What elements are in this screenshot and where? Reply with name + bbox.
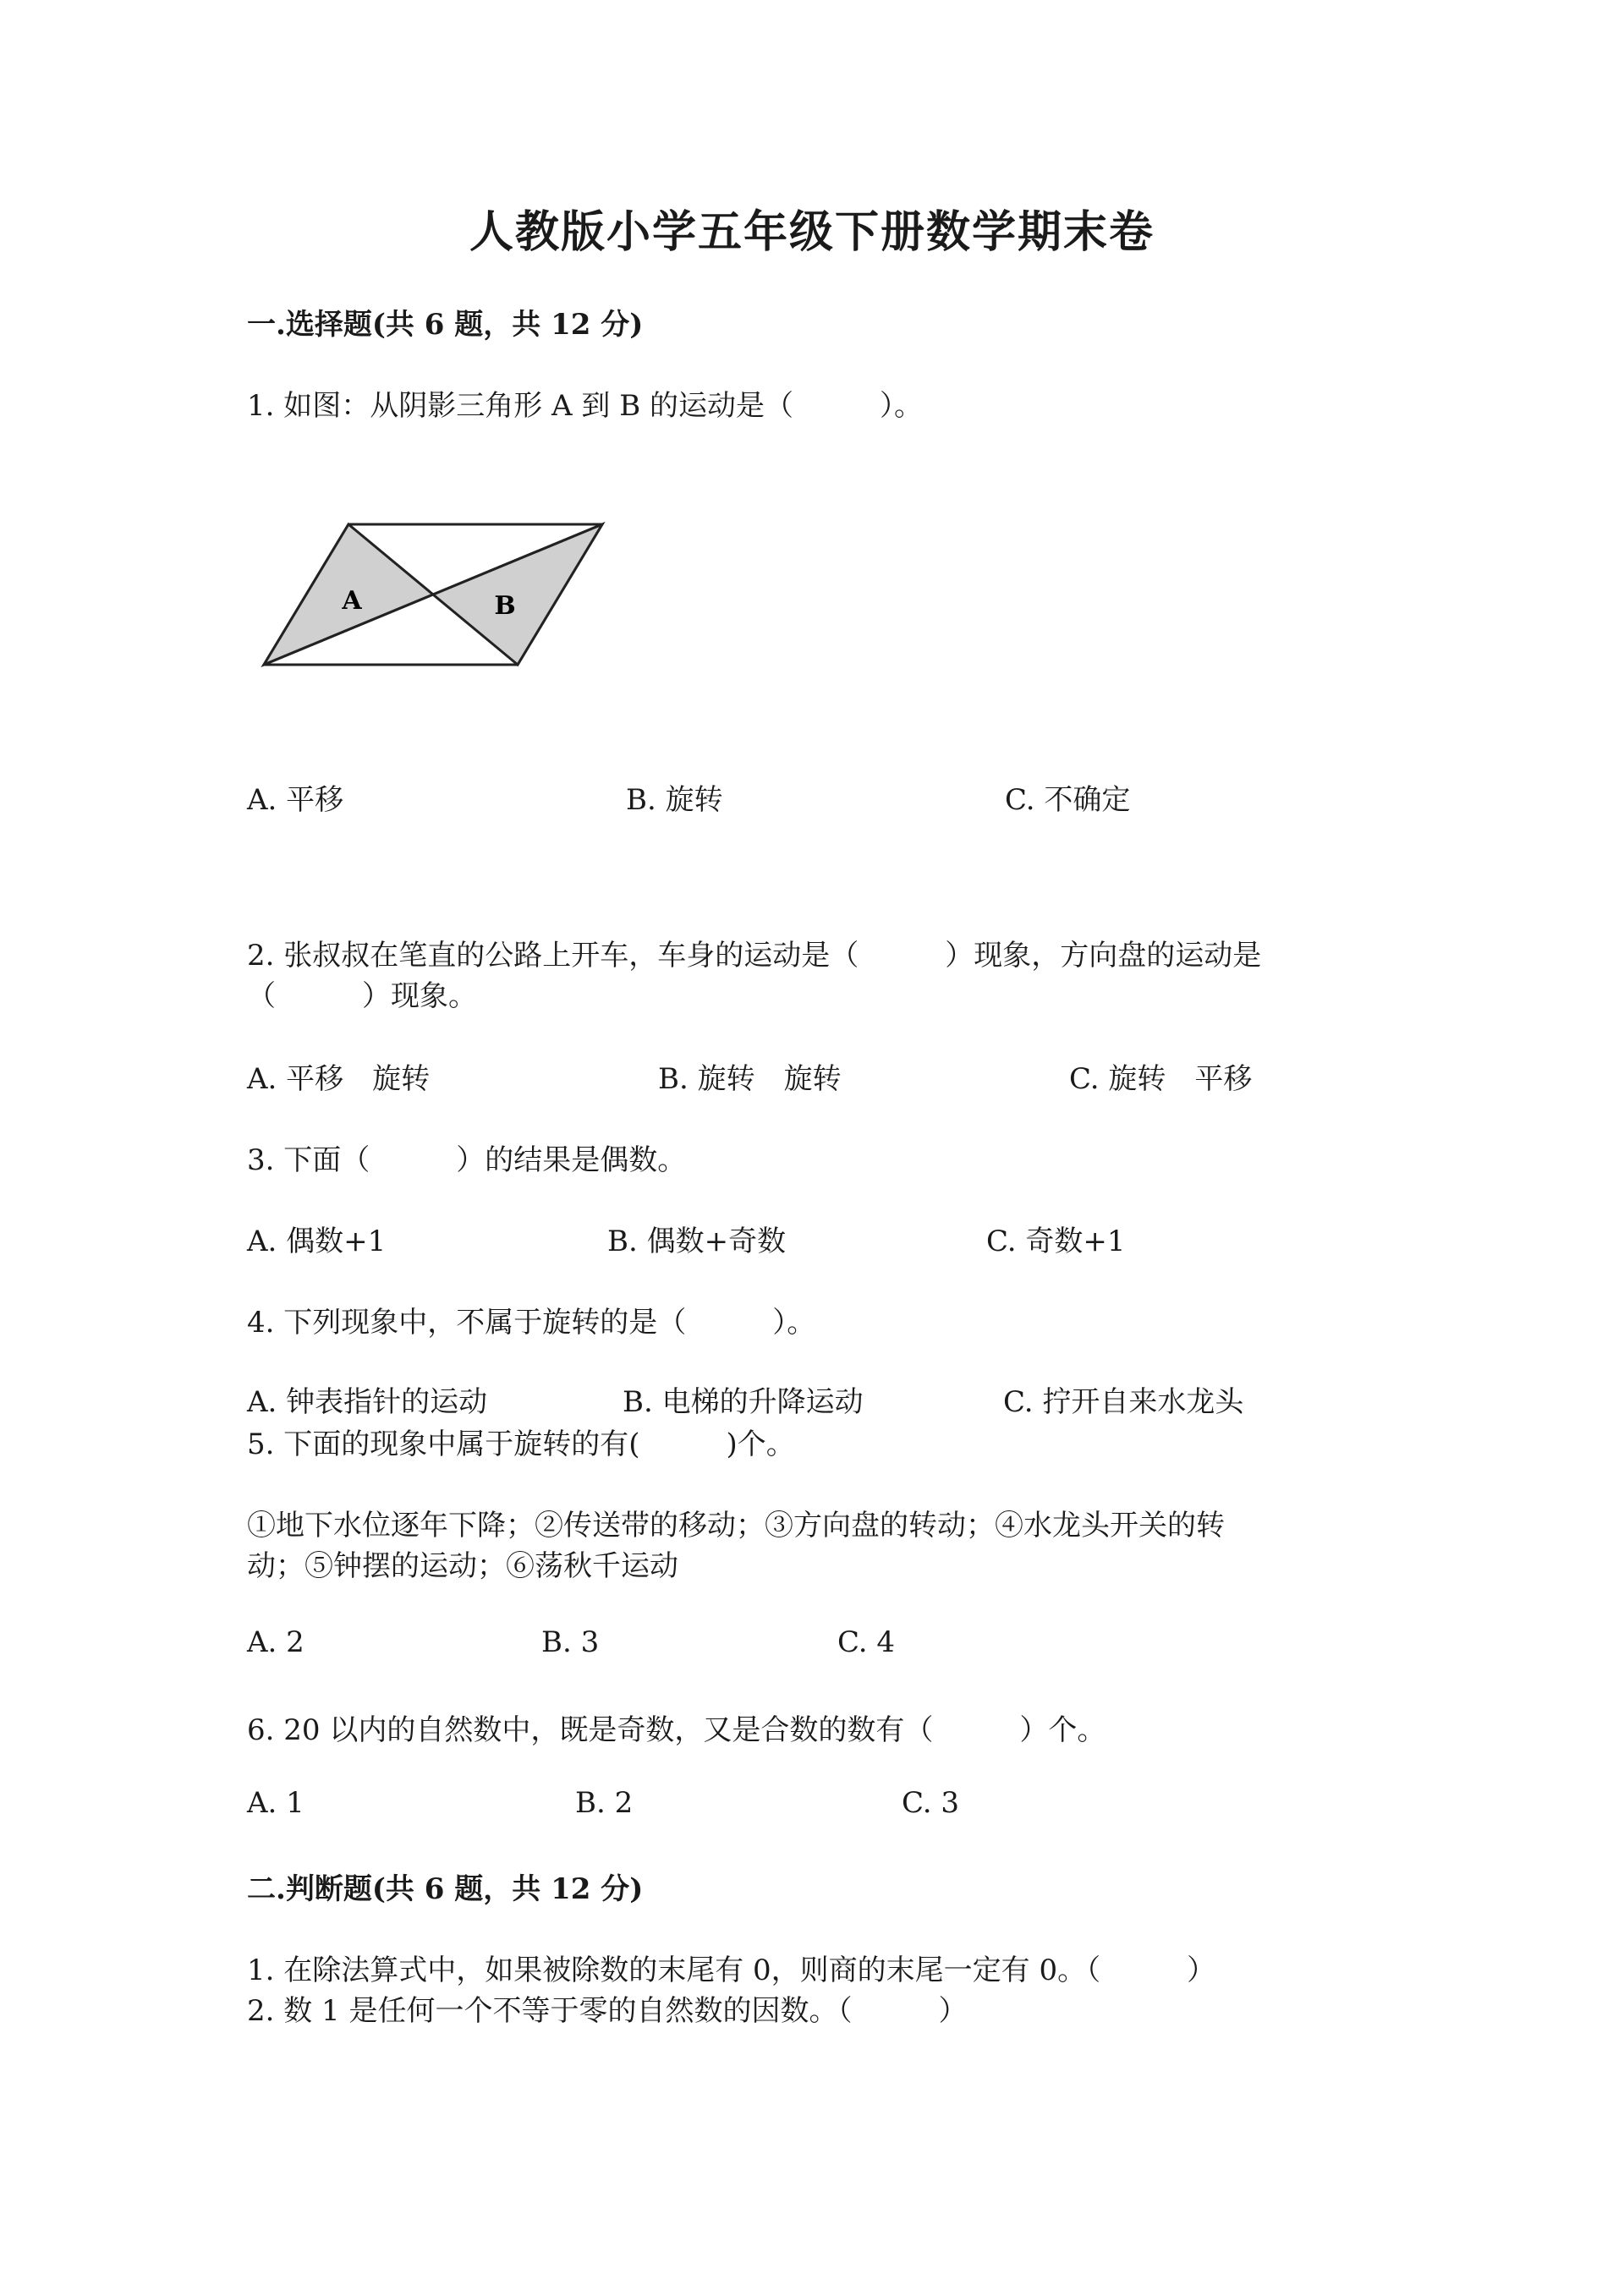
- q3-option-c[interactable]: C. 奇数+1: [986, 1225, 1126, 1258]
- question-1-text: 1. 如图：从阴影三角形 A 到 B 的运动是（ ）。: [247, 389, 924, 423]
- q6-option-c[interactable]: C. 3: [902, 1786, 960, 1820]
- question-5-items-line2: 动；⑤钟摆的运动；⑥荡秋千运动: [247, 1549, 678, 1583]
- page-title: 人教版小学五年级下册数学期末卷: [469, 206, 1155, 258]
- question-5-text: 5. 下面的现象中属于旋转的有( )个。: [247, 1427, 795, 1461]
- q2-option-a[interactable]: A. 平移 旋转: [247, 1062, 431, 1096]
- section-heading-choice: 一.选择题(共 6 题，共 12 分): [247, 308, 644, 342]
- q4-option-a[interactable]: A. 钟表指针的运动: [247, 1385, 488, 1419]
- question-5-items-line1: ①地下水位逐年下降；②传送带的移动；③方向盘的转动；④水龙头开关的转: [247, 1509, 1225, 1543]
- question-4-text: 4. 下列现象中，不属于旋转的是（ ）。: [247, 1306, 816, 1340]
- q5-option-b[interactable]: B. 3: [541, 1625, 600, 1659]
- q1-option-a[interactable]: A. 平移: [247, 783, 344, 817]
- q1-option-c[interactable]: C. 不确定: [1005, 783, 1131, 817]
- q3-option-b[interactable]: B. 偶数+奇数: [607, 1225, 787, 1258]
- q3-option-a[interactable]: A. 偶数+1: [247, 1225, 387, 1258]
- q5-option-a[interactable]: A. 2: [247, 1625, 304, 1659]
- question-2-line2: （ ）现象。: [247, 979, 477, 1013]
- q4-option-c[interactable]: C. 拧开自来水龙头: [1003, 1385, 1244, 1419]
- shaded-triangle-b: [433, 524, 602, 665]
- section-heading-judgment: 二.判断题(共 6 题，共 12 分): [247, 1872, 644, 1906]
- parallelogram-figure: [254, 507, 617, 677]
- triangle-label-a: A: [342, 586, 362, 616]
- question-2-line1: 2. 张叔叔在笔直的公路上开车，车身的运动是（ ）现象，方向盘的运动是: [247, 939, 1262, 973]
- q6-option-a[interactable]: A. 1: [247, 1786, 304, 1820]
- q2-option-c[interactable]: C. 旋转 平移: [1069, 1062, 1253, 1096]
- judgment-question-1: 1. 在除法算式中，如果被除数的末尾有 0，则商的末尾一定有 0。（ ）: [247, 1954, 1216, 1987]
- q4-option-b[interactable]: B. 电梯的升降运动: [623, 1385, 864, 1419]
- judgment-question-2: 2. 数 1 是任何一个不等于零的自然数的因数。（ ）: [247, 1994, 968, 2028]
- q1-option-b[interactable]: B. 旋转: [626, 783, 723, 817]
- question-3-text: 3. 下面（ ）的结果是偶数。: [247, 1143, 687, 1177]
- triangle-label-b: B: [494, 591, 516, 621]
- question-6-text: 6. 20 以内的自然数中，既是奇数，又是合数的数有（ ）个。: [247, 1713, 1106, 1747]
- q6-option-b[interactable]: B. 2: [575, 1786, 634, 1820]
- q2-option-b[interactable]: B. 旋转 旋转: [658, 1062, 842, 1096]
- q5-option-c[interactable]: C. 4: [837, 1625, 896, 1659]
